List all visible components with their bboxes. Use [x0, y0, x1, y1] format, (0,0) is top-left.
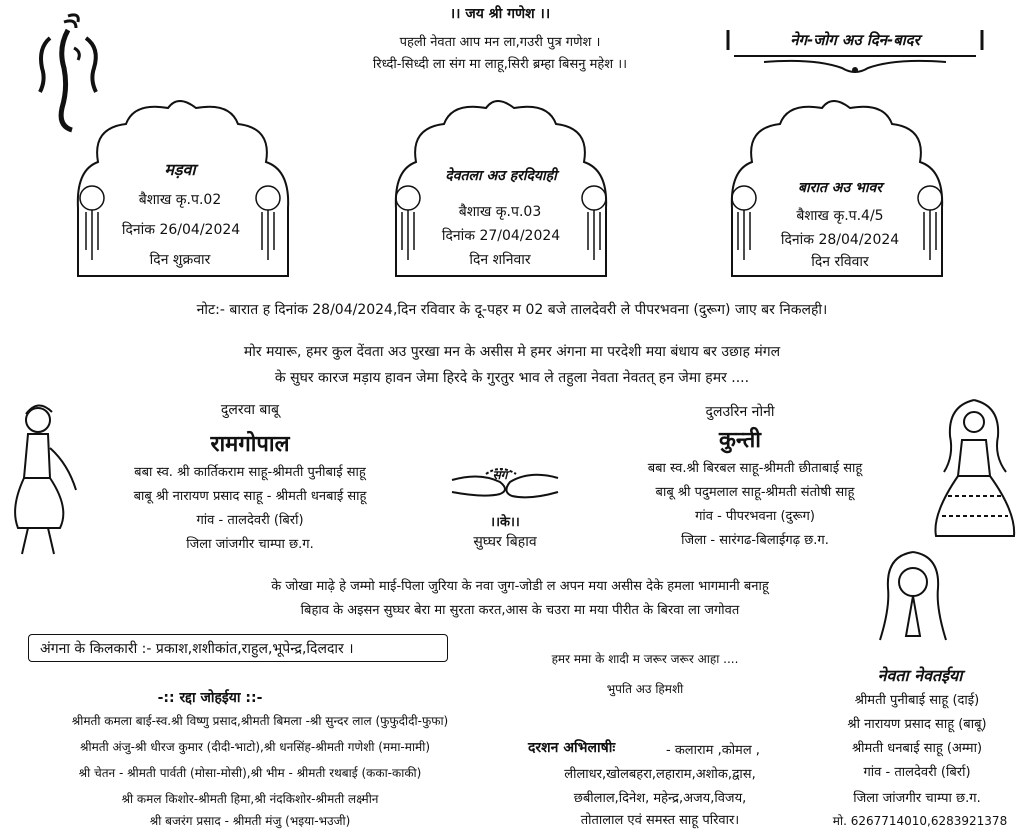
- rasda-line: श्री बजरंग प्रसाद - श्रीमती मंजु (भइया-भउजी): [149, 814, 351, 828]
- intro-line-1: मोर मयारू, हमर कुल देंवता अउ पुरखा मन के असीस मे हमर अंगना मा परदेशी मया बंधाय बर उछाह मंगल: [243, 344, 781, 360]
- groom-parents: बाबू श्री नारायण प्रसाद साहू - श्रीमती धनबाई साहू: [133, 489, 367, 504]
- rasda-line: श्री चेतन - श्रीमती पार्वती (मोसा-मोसी),श्री भीम - श्रीमती रथबाई (कका-काकी): [78, 766, 422, 780]
- event-date: दिनांक 28/04/2024: [780, 232, 900, 248]
- bride-grandparents: बबा स्व.श्री बिरबल साहू-श्रीमती छीताबाई साहू: [647, 461, 863, 476]
- event-day: दिन शुक्रवार: [149, 252, 211, 268]
- bride-label: दुलउरिन नोनी: [705, 404, 775, 420]
- header-title: ।। जय श्री गणेश ।।: [449, 6, 551, 22]
- darshan-line-3: छबीलाल,दिनेश, महेन्द्र,अजय,विजय,: [573, 791, 747, 806]
- header-line-1: पहली नेवता आप मन ला,गउरी पुत्र गणेश ।: [399, 35, 601, 50]
- groom-label: दुलरवा बाबू: [220, 402, 280, 418]
- bride-district: जिला - सारंगढ-बिलाईगढ़ छ.ग.: [681, 533, 829, 548]
- nevta-line-2: श्री नारायण प्रसाद साहू (बाबू): [847, 717, 987, 732]
- event-tithi: बैशाख कृ.प.02: [138, 192, 222, 208]
- rasda-line: श्री कमल किशोर-श्रीमती हिमा,श्री नंदकिशोर-श्रीमती लक्ष्मीन: [121, 792, 379, 806]
- rasda-line: श्रीमती कमला बाई-स्व.श्री विष्णु प्रसाद,श्रीमती बिमला -श्री सुन्दर लाल (फुफुदीदी-फुफा): [71, 714, 449, 728]
- center-ke: ।।के।।: [490, 515, 520, 530]
- darshan-line-1: - कलाराम ,कोमल ,: [666, 743, 760, 758]
- groom-grandparents: बबा स्व. श्री कार्तिकराम साहू-श्रीमती पुनीबाई साहू: [134, 465, 366, 480]
- blessing-line-1: के जोखा माढ़े हे जम्मो माई-पिला जुरिया के नवा जुग-जोडी ल अपन मया असीस देके हमला भागमानी बनाहू: [271, 579, 769, 594]
- bride-parents: बाबू श्री पदुमलाल साहू-श्रीमती संतोषी साहू: [655, 485, 855, 500]
- event-title: देवतला अउ हरदियाही: [445, 168, 557, 184]
- event-date: दिनांक 26/04/2024: [121, 222, 241, 238]
- neg-jog-flourish: [724, 26, 986, 82]
- groom-village: गांव - तालदेवरी (बिर्रा): [196, 513, 304, 528]
- bride-illustration: [928, 396, 1020, 546]
- nevta-line-1: श्रीमती पुनीबाई साहू (दाई): [854, 693, 980, 708]
- center-vivah: सुघ्घर बिहाव: [473, 534, 537, 550]
- event-day: दिन रविवार: [811, 254, 869, 270]
- mama-line-1: हमर ममा के शादी म जरूर जरूर आहा ....: [551, 652, 739, 666]
- event-title: मड़वा: [164, 160, 196, 179]
- event-tithi: बैशाख कृ.प.4/5: [796, 208, 884, 224]
- blessing-line-2: बिहाव के अइसन सुघ्घर बेरा मा सुरता करत,आस के चउरा मा मया पीरीत के बिरवा ला जगोवत: [300, 603, 740, 618]
- intro-line-2: के सुघर कारज मड़ाय हावन जेमा हिरदे के गुरतुर भाव ले तहुला नेवता नेवतत् हन जेमा हमर ....: [274, 370, 750, 386]
- kilkari-text: अंगना के किलकारी :- प्रकाश,शशीकांत,राहुल,भूपेन्द्र,दिलदार ।: [40, 641, 354, 657]
- rasda-title: -:: रद्दा जोहईया ::-: [157, 690, 263, 706]
- darshan-label: दरशन अभिलाषीः: [528, 740, 616, 756]
- rasda-line: श्रीमती अंजु-श्री धीरज कुमार (दीदी-भाटो),श्री धनसिंह-श्रीमती गणेशी (ममा-मामी): [79, 740, 431, 754]
- event-title: बारात अउ भावर: [797, 180, 883, 196]
- nevta-line-5: जिला जांजगीर चाम्पा छ.ग.: [853, 791, 981, 806]
- neg-jog-heading: नेग-जोग अउ दिन-बादर: [790, 31, 920, 49]
- darshan-line-4: तोतालाल एवं समस्त साहू परिवार।: [580, 813, 740, 828]
- center-sang: संग: [492, 468, 508, 482]
- event-day: दिन शनिवार: [469, 252, 531, 268]
- event-date: दिनांक 27/04/2024: [441, 228, 561, 244]
- bride-name: कुन्ती: [719, 428, 761, 453]
- groom-name: रामगोपाल: [210, 432, 290, 457]
- groom-district: जिला जांजगीर चाम्पा छ.ग.: [186, 537, 314, 552]
- nevta-title: नेवता नेवतईया: [877, 666, 963, 685]
- namaste-icon: [876, 548, 950, 648]
- nevta-phone: मो. 6267714010,6283921378: [832, 814, 1008, 828]
- bride-village: गांव - पीपरभवना (दुरूग): [695, 509, 815, 524]
- darshan-line-2: लीलाधर,खोलबहरा,लहाराम,अशोक,द्वास,: [564, 767, 756, 782]
- header-line-2: रिध्दी-सिध्दी ला संग मा लाहू,सिरी ब्रम्हा बिसनु महेश ।।: [372, 57, 628, 72]
- nevta-line-3: श्रीमती धनबाई साहू (अम्मा): [851, 741, 983, 756]
- mama-line-2: भुपति अउ हिमशी: [606, 682, 684, 696]
- nevta-line-4: गांव - तालदेवरी (बिर्रा): [863, 765, 971, 780]
- note-text: नोट:- बारात ह दिनांक 28/04/2024,दिन रविवार के दू-पहर म 02 बजे तालदेवरी ले पीपरभवना (दुरूग) जाए बर निकलही।: [196, 302, 828, 318]
- event-tithi: बैशाख कृ.प.03: [458, 204, 542, 220]
